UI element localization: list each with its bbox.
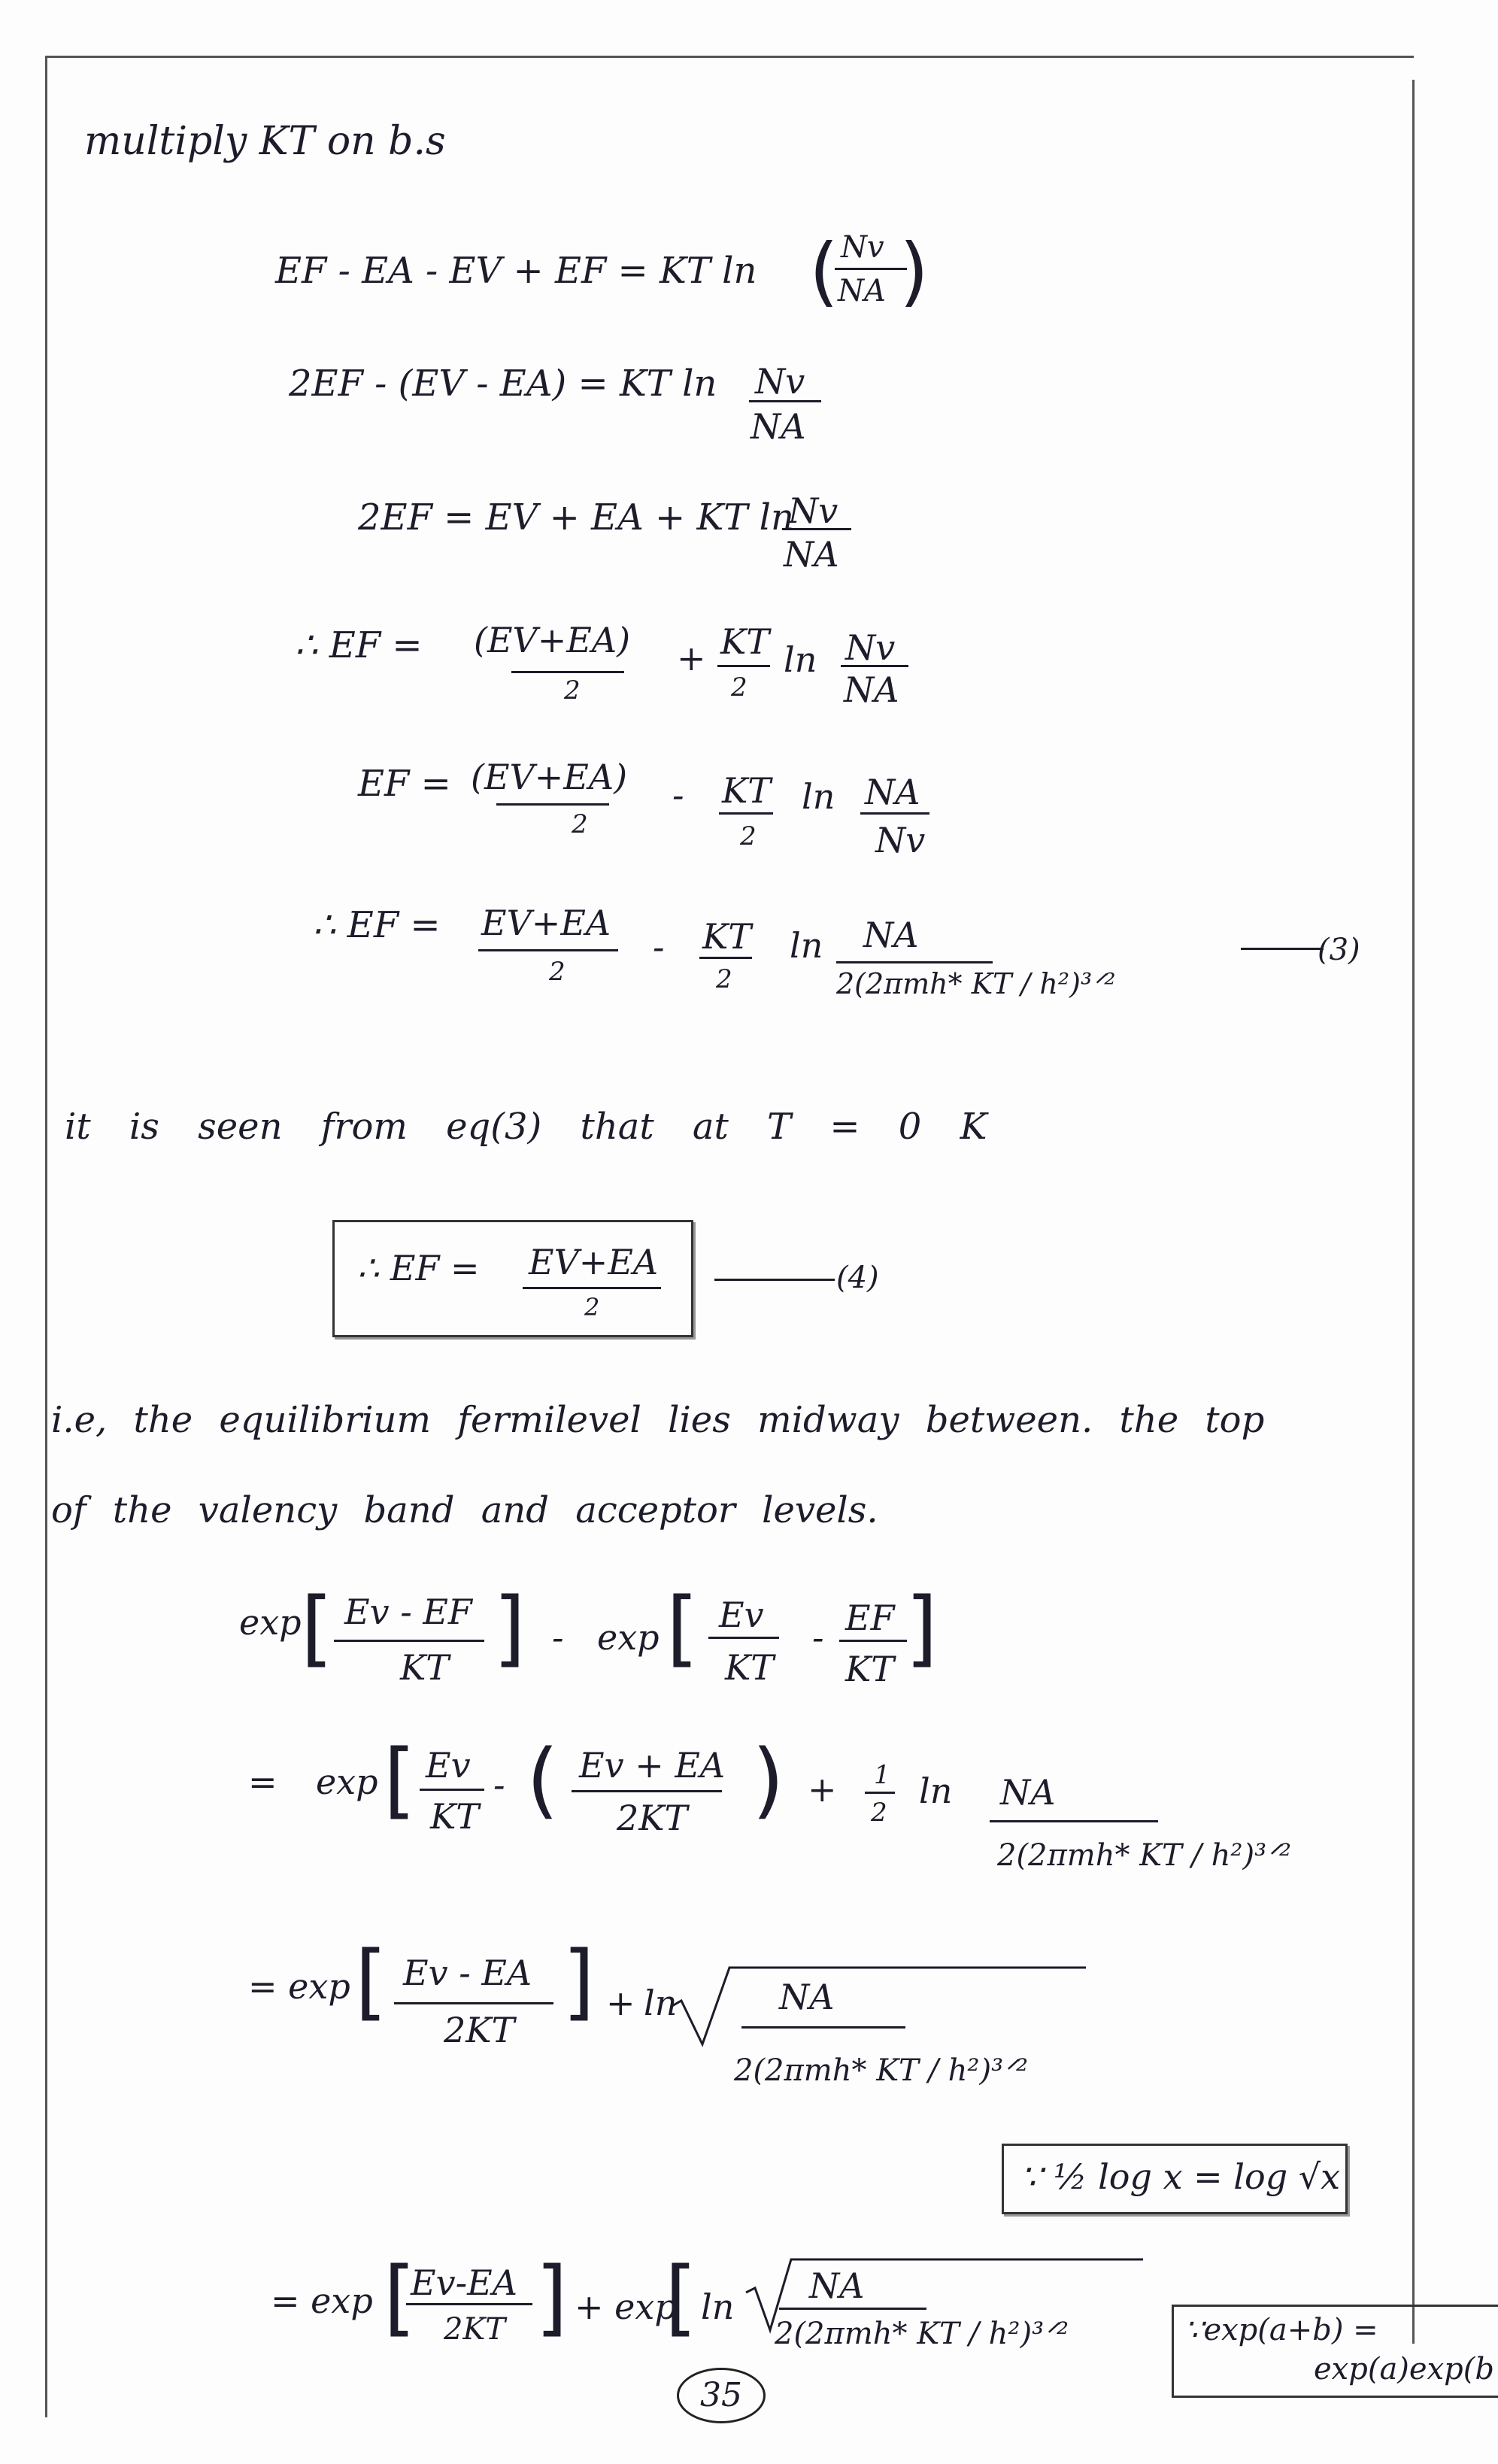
left-paren: ( bbox=[809, 227, 839, 315]
boxed-num: EV+EA bbox=[529, 1242, 659, 1282]
boxed-den: 2 bbox=[584, 1293, 600, 1322]
exp1-a-num: Ev - EF bbox=[344, 1592, 472, 1632]
left-paren: ( bbox=[526, 1731, 559, 1828]
fraction-bar bbox=[406, 2303, 532, 2305]
step4-frac2-den: 2 bbox=[731, 672, 747, 702]
step2-den: NA bbox=[751, 406, 806, 447]
exp4-a-num: Ev-EA bbox=[411, 2262, 517, 2303]
exp3-a-den: 2KT bbox=[444, 2010, 515, 2050]
left-bracket: [ bbox=[384, 2249, 416, 2345]
left-bracket: [ bbox=[355, 1933, 387, 2029]
fraction-bar bbox=[782, 528, 851, 530]
step5-frac2-den: 2 bbox=[740, 821, 757, 851]
fraction-bar bbox=[708, 1637, 779, 1639]
exp4-c-den: 2(2πmh* KT / h²)³ᐟ² bbox=[775, 2317, 1069, 2351]
step5-ln: ln bbox=[802, 776, 835, 817]
fraction-bar bbox=[779, 2308, 926, 2310]
exp3-plus: + bbox=[606, 1983, 635, 2023]
left-bracket: [ bbox=[384, 1731, 416, 1828]
fraction-bar bbox=[741, 2026, 905, 2029]
fraction-bar bbox=[839, 1640, 907, 1642]
fraction-bar bbox=[836, 961, 993, 963]
step5-frac1-den: 2 bbox=[572, 809, 588, 839]
right-bracket: ] bbox=[563, 1933, 595, 2029]
exp-identity-note-box bbox=[1172, 2305, 1498, 2398]
boxed-result bbox=[332, 1220, 693, 1337]
step6-frac1-den: 2 bbox=[549, 957, 566, 987]
right-bracket: ] bbox=[493, 1579, 526, 1676]
identity-note-box bbox=[1002, 2144, 1348, 2214]
fraction-bar bbox=[749, 400, 821, 402]
step1-den: NA bbox=[838, 274, 886, 308]
step5-frac3-num: NA bbox=[865, 772, 920, 812]
step4-frac1-num: (EV+EA) bbox=[474, 620, 631, 660]
exp-identity-line-2: exp(a)exp(b bbox=[1314, 2352, 1494, 2387]
fraction-bar bbox=[860, 812, 929, 815]
exp1-b-op: - bbox=[812, 1617, 824, 1658]
left-bracket: [ bbox=[665, 2249, 697, 2345]
step4-ln: ln bbox=[784, 639, 817, 680]
step6-frac1-num: EV+EA bbox=[481, 903, 611, 943]
eq4-label: (4) bbox=[836, 1261, 879, 1295]
equation-leader-line bbox=[1241, 948, 1324, 950]
equation-leader-line bbox=[714, 1279, 835, 1281]
step4-frac1-den: 2 bbox=[564, 675, 581, 706]
exp4-c-num: NA bbox=[809, 2265, 865, 2306]
exp1-b2-den: KT bbox=[845, 1649, 895, 1689]
step4-frac3-num: Nv bbox=[845, 627, 896, 668]
exp3-eq: = exp bbox=[248, 1966, 350, 2007]
step5-op: - bbox=[672, 775, 684, 815]
step4-frac3-den: NA bbox=[844, 669, 899, 710]
step3-den: NA bbox=[784, 534, 839, 575]
exp2-a-den: KT bbox=[430, 1796, 480, 1837]
exp2-plus: + bbox=[808, 1769, 837, 1810]
step4-prefix: ∴ EF = bbox=[295, 624, 423, 666]
square-root-sign bbox=[668, 1963, 1089, 2053]
step6-op: - bbox=[653, 927, 665, 967]
exp2-op: - bbox=[493, 1765, 505, 1805]
fraction-bar bbox=[523, 1287, 661, 1289]
exp4-plus: + exp bbox=[575, 2286, 677, 2327]
page-border-left bbox=[45, 56, 47, 2417]
exp2-b-num: Ev + EA bbox=[579, 1745, 726, 1786]
step4-op: + bbox=[677, 638, 706, 678]
right-bracket: ] bbox=[535, 2249, 568, 2345]
exp3-c-den: 2(2πmh* KT / h²)³ᐟ² bbox=[734, 2053, 1029, 2088]
exp1-b1-den: KT bbox=[725, 1647, 775, 1688]
step6-frac3-den: 2(2πmh* KT / h²)³ᐟ² bbox=[836, 967, 1116, 1000]
fraction-bar bbox=[572, 1790, 722, 1792]
step5-frac2-num: KT bbox=[722, 770, 772, 811]
left-bracket: [ bbox=[666, 1579, 699, 1676]
observation-text: it is seen from eq(3) that at T = 0 K bbox=[65, 1106, 987, 1148]
step2-lhs: 2EF - (EV - EA) = KT ln bbox=[289, 363, 717, 405]
exp4-ln: ln bbox=[701, 2286, 735, 2327]
step4-frac2-num: KT bbox=[720, 621, 770, 662]
step6-frac2-den: 2 bbox=[716, 964, 732, 994]
right-paren: ) bbox=[899, 227, 929, 315]
step5-frac1-num: (EV+EA) bbox=[471, 757, 628, 797]
exp2-half-den: 2 bbox=[871, 1798, 887, 1828]
exp1-exp-b: exp bbox=[597, 1617, 660, 1658]
step5-prefix: EF = bbox=[358, 763, 451, 805]
exp2-c-den: 2(2πmh* KT / h²)³ᐟ² bbox=[997, 1838, 1292, 1873]
step3-lhs: 2EF = EV + EA + KT ln bbox=[358, 496, 794, 539]
step3-num: Nv bbox=[788, 490, 838, 531]
fraction-bar bbox=[334, 1640, 484, 1642]
identity-note-text: ∵ ½ log x = log √x bbox=[1020, 2156, 1341, 2197]
exp4-a-den: 2KT bbox=[444, 2312, 506, 2347]
fraction-bar bbox=[717, 665, 770, 667]
fraction-bar bbox=[841, 665, 908, 667]
fraction-bar bbox=[719, 812, 773, 815]
fraction-bar bbox=[478, 949, 618, 951]
boxed-prefix: ∴ EF = bbox=[357, 1248, 480, 1288]
fraction-bar bbox=[394, 2002, 553, 2004]
step5-frac3-den: Nv bbox=[875, 820, 926, 860]
exp2-half-num: 1 bbox=[874, 1760, 890, 1790]
fraction-bar bbox=[496, 803, 609, 806]
fraction-bar bbox=[990, 1820, 1158, 1822]
exp-identity-line-1: ∵exp(a+b) = bbox=[1184, 2313, 1378, 2347]
conclusion-line-1: i.e, the equilibrium fermilevel lies midway between. the top bbox=[51, 1399, 1265, 1441]
exp2-b-den: 2KT bbox=[617, 1798, 688, 1838]
exp2-c-num: NA bbox=[1000, 1772, 1056, 1813]
exp1-b1-num: Ev bbox=[719, 1595, 764, 1635]
step6-frac2-num: KT bbox=[702, 916, 752, 957]
step6-frac3-num: NA bbox=[863, 915, 919, 955]
fraction-bar bbox=[865, 1792, 895, 1794]
exp1-exp-a: exp bbox=[239, 1602, 302, 1643]
page-border-right bbox=[1412, 80, 1415, 2344]
eq3-label: (3) bbox=[1318, 933, 1360, 967]
fraction-bar bbox=[511, 671, 624, 673]
exp3-c-num: NA bbox=[779, 1977, 835, 2017]
exp2-ln: ln bbox=[919, 1771, 953, 1811]
step1-lhs: EF - EA - EV + EF = KT ln bbox=[275, 250, 757, 292]
page-number: 35 bbox=[677, 2368, 766, 2423]
step6-ln: ln bbox=[790, 925, 823, 966]
step1-num: Nv bbox=[841, 230, 884, 265]
right-bracket: ] bbox=[905, 1579, 938, 1676]
exp4-eq: = exp bbox=[271, 2280, 373, 2321]
right-paren: ) bbox=[752, 1731, 784, 1828]
exp3-ln: ln bbox=[644, 1983, 678, 2023]
fraction-bar bbox=[420, 1789, 484, 1791]
exp2-eq: = bbox=[248, 1762, 277, 1802]
exp1-a-den: KT bbox=[400, 1647, 450, 1688]
exp2-exp: exp bbox=[316, 1762, 378, 1802]
fraction-bar bbox=[835, 268, 907, 270]
page-border-top bbox=[45, 56, 1414, 58]
conclusion-line-2: of the valency band and acceptor levels. bbox=[51, 1489, 878, 1531]
left-bracket: [ bbox=[301, 1579, 333, 1676]
intro-text: multiply KT on b.s bbox=[84, 119, 446, 164]
exp1-b2-num: EF bbox=[845, 1598, 895, 1638]
exp3-a-num: Ev - EA bbox=[403, 1953, 532, 1993]
step6-prefix: ∴ EF = bbox=[313, 904, 441, 946]
exp2-a-num: Ev bbox=[426, 1745, 471, 1786]
exp1-op: - bbox=[552, 1617, 564, 1658]
fraction-bar bbox=[699, 957, 752, 959]
step2-num: Nv bbox=[755, 361, 805, 402]
